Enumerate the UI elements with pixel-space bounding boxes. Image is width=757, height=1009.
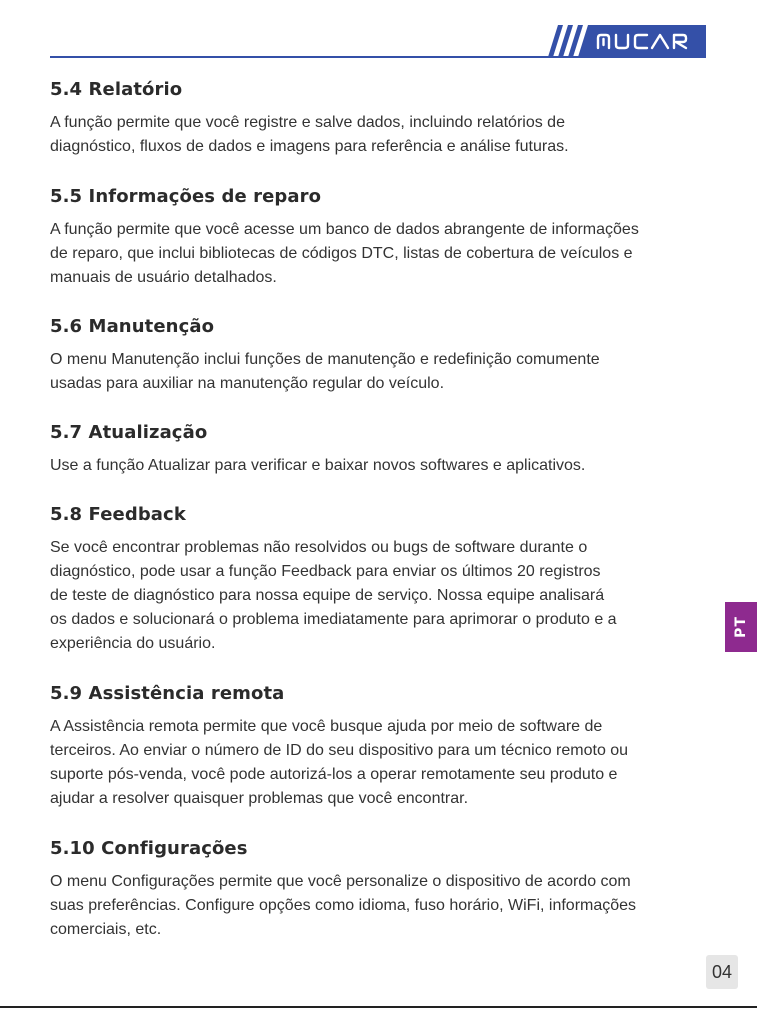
section-body [50, 454, 710, 478]
section-title: 5.7 Atualização [50, 422, 208, 443]
section-body [50, 111, 710, 159]
body-line: de reparo, que inclui bibliotecas de códigos DTC, listas de cobertura de veículos e [50, 245, 633, 262]
body-line: diagnóstico, fluxos de dados e imagens para referência e análise futuras. [50, 138, 569, 155]
body-line: A função permite que você registre e salve dados, incluindo relatórios de [50, 114, 565, 131]
section-title: 5.4 Relatório [50, 79, 183, 100]
body-line: usadas para auxiliar na manutenção regular do veículo. [50, 375, 445, 392]
body-line: ajudar a resolver quaisquer problemas que você encontrar. [50, 790, 469, 807]
body-line: O menu Configurações permite que você personalize o dispositivo de acordo com [50, 873, 631, 890]
body-line: Use a função Atualizar para verificar e baixar novos softwares e aplicativos. [50, 457, 586, 474]
body-line: terceiros. Ao enviar o número de ID do seu dispositivo para um técnico remoto ou [50, 742, 629, 759]
page-number: 04 [706, 955, 738, 989]
section-feedback [50, 503, 710, 656]
section-title: 5.6 Manutenção [50, 316, 215, 337]
section-body [50, 348, 710, 396]
body-line: suas preferências. Configure opções como idioma, fuso horário, WiFi, informações [50, 897, 637, 914]
section-relatorio [50, 78, 710, 159]
section-body [50, 870, 710, 942]
section-title: 5.5 Informações de reparo [50, 186, 322, 207]
body-line: suporte pós-venda, você pode autorizá-los a operar remotamente seu produto e [50, 766, 618, 783]
language-tab-label: PT [733, 616, 749, 638]
body-line: manuais de usuário detalhados. [50, 269, 277, 286]
language-tab [725, 602, 757, 652]
body-line: A função permite que você acesse um banco de dados abrangente de informações [50, 221, 639, 238]
body-line: os dados e solucionará o problema imediatamente para aprimorar o produto e a [50, 611, 617, 628]
body-line: experiência do usuário. [50, 635, 216, 652]
section-configuracoes [50, 837, 710, 942]
document-body [50, 78, 710, 942]
body-line: comerciais, etc. [50, 921, 162, 938]
section-manutencao [50, 315, 710, 396]
body-line: Se você encontrar problemas não resolvidos ou bugs de software durante o [50, 539, 588, 556]
section-body [50, 715, 710, 811]
section-title: 5.9 Assistência remota [50, 683, 285, 704]
section-body [50, 536, 710, 656]
body-line: O menu Manutenção inclui funções de manutenção e redefinição comumente [50, 351, 600, 368]
body-line: de teste de diagnóstico para nossa equipe de serviço. Nossa equipe analisará [50, 587, 605, 604]
section-title: 5.8 Feedback [50, 504, 186, 525]
section-body [50, 218, 710, 290]
body-line: diagnóstico, pode usar a função Feedback para enviar os últimos 20 registros [50, 563, 601, 580]
body-line: A Assistência remota permite que você busque ajuda por meio de software de [50, 718, 603, 735]
mucar-logo [546, 25, 706, 57]
section-informacoes-de-reparo [50, 185, 710, 290]
section-title: 5.10 Configurações [50, 838, 248, 859]
section-atualizacao [50, 421, 710, 478]
footer-rule [0, 1006, 757, 1008]
section-assistencia-remota [50, 682, 710, 811]
